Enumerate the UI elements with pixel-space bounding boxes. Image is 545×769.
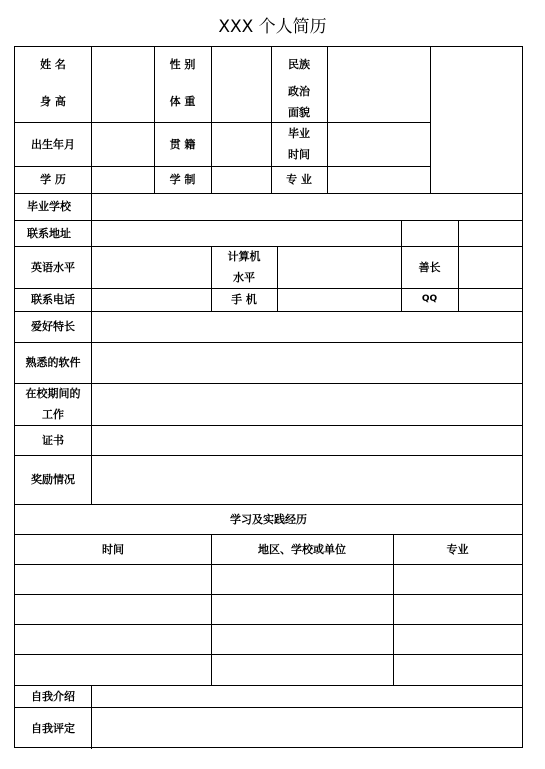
birth-label: 出生年月	[31, 137, 75, 151]
strength-label: 善长	[418, 260, 441, 274]
study-length-label: 学 制	[169, 173, 196, 186]
political-status-label: 政治 面貌	[288, 84, 310, 119]
phone-label: 联系电话	[31, 293, 75, 306]
experience-header: 学习及实践经历	[230, 512, 307, 526]
resume-table	[14, 46, 523, 748]
address-label: 联系地址	[27, 226, 71, 240]
page-title: XXX 个人简历	[218, 17, 327, 37]
self-intro-label: 自我介绍	[31, 689, 75, 703]
ethnicity-label: 民族	[288, 57, 310, 71]
weight-label: 体 重	[169, 95, 196, 108]
major-label: 专 业	[286, 173, 312, 186]
qq-label: QQ	[421, 294, 438, 304]
experience-col-time: 时间	[102, 542, 124, 556]
name-label: 姓 名	[40, 57, 66, 71]
hometown-label: 贯 籍	[169, 137, 196, 151]
experience-col-major: 专业	[446, 542, 469, 556]
computer-level-label: 计算机 水平	[227, 250, 261, 284]
certificates-label: 证书	[42, 433, 64, 447]
height-label: 身 高	[40, 95, 66, 108]
mobile-label: 手 机	[231, 293, 257, 306]
school-label: 毕业学校	[27, 200, 71, 213]
self-eval-label: 自我评定	[31, 721, 75, 735]
education-label: 学 历	[40, 173, 66, 186]
hobbies-label: 爱好特长	[31, 320, 75, 333]
english-level-label: 英语水平	[31, 260, 75, 274]
campus-work-label: 在校期间的 工作	[25, 387, 81, 421]
graduation-time-label: 毕业 时间	[288, 127, 310, 161]
awards-label: 奖励情况	[31, 473, 75, 486]
gender-label: 性 别	[169, 57, 196, 71]
experience-col-place: 地区、学校或单位	[258, 542, 346, 556]
software-label: 熟悉的软件	[25, 356, 81, 369]
